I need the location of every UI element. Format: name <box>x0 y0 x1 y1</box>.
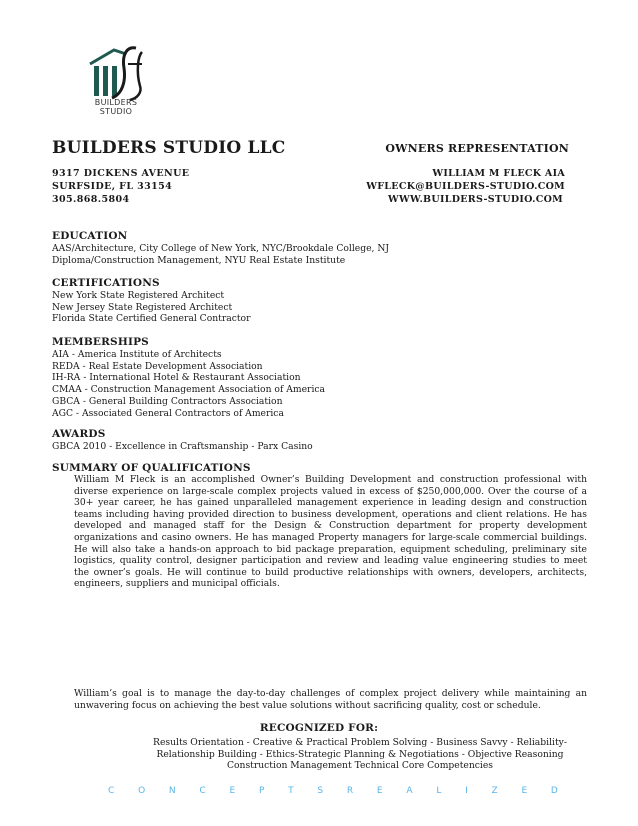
list-item: Diploma/Construction Management, NYU Real Estate Institute <box>52 254 346 266</box>
footer-letter: D <box>550 786 558 796</box>
footer-letter: T <box>288 786 294 796</box>
footer-letter: Z <box>491 786 498 796</box>
contact-block <box>366 167 565 206</box>
logo-line-1: BUILDERS <box>94 98 138 107</box>
section-heading: MEMBERSHIPS <box>52 336 149 348</box>
awards-section <box>52 428 313 453</box>
list-item: GBCA - General Building Contractors Association <box>52 395 283 407</box>
footer-letter: E <box>521 786 528 796</box>
contact-email: WFLECK@BUILDERS-STUDIO.COM <box>366 181 565 192</box>
recognized-list <box>130 737 590 772</box>
list-item: GBCA 2010 - Excellence in Craftsmanship - Parx Casino <box>52 441 313 452</box>
footer-letter: O <box>138 786 146 796</box>
footer-tagline <box>108 786 558 796</box>
footer-letter: E <box>229 786 236 796</box>
footer-letter: S <box>317 786 324 796</box>
list-item: New Jersey State Registered Architect <box>52 301 233 313</box>
address-line: 9317 DICKENS AVENUE <box>52 168 190 179</box>
list-item: IH-RA - International Hotel & Restaurant Association <box>52 372 301 384</box>
recognized-line: Relationship Building - Ethics-Strategic Planning & Negotiations - Objective Reasoning <box>156 748 564 760</box>
summary-paragraph: William’s goal is to manage the day-to-day challenges of complex project delivery while maintaining an unwavering focus on achieving the best value solutions without sacrificing quality, cost or schedule. <box>74 688 587 711</box>
list-item: New York State Registered Architect <box>52 290 225 301</box>
role-title: OWNERS REPRESENTATION <box>385 142 569 155</box>
company-address <box>52 167 189 206</box>
list-item: Florida State Certified General Contractor <box>52 313 251 325</box>
company-name: BUILDERS STUDIO LLC <box>52 138 286 158</box>
footer-letter: L <box>436 786 442 796</box>
footer-letter: A <box>406 786 413 796</box>
contact-website: WWW.BUILDERS-STUDIO.COM <box>388 194 563 205</box>
list-item: AAS/Architecture, City College of New York, NYC/Brookdale College, NJ <box>52 243 390 254</box>
section-heading: AWARDS <box>52 428 106 440</box>
recognized-line: Results Orientation - Creative & Practical Problem Solving - Business Savvy - Reliability- <box>153 737 567 748</box>
certifications-section <box>52 277 250 325</box>
logo-text <box>86 98 146 116</box>
section-heading: CERTIFICATIONS <box>52 277 160 289</box>
list-item: AIA - America Institute of Architects <box>52 349 222 360</box>
address-line: SURFSIDE, FL 33154 <box>52 181 173 192</box>
list-item: AGC - Associated General Contractors of America <box>52 407 284 419</box>
footer-letter: R <box>346 786 354 796</box>
footer-letter: E <box>376 786 383 796</box>
list-item: REDA - Real Estate Development Association <box>52 360 263 372</box>
section-heading: SUMMARY OF QUALIFICATIONS <box>52 462 251 474</box>
phone-number: 305.868.5804 <box>52 194 130 205</box>
recognized-line: Construction Management Technical Core Competencies <box>226 760 494 772</box>
logo-line-2: STUDIO <box>99 107 133 116</box>
summary-paragraph: William M Fleck is an accomplished Owner’s Building Development and construction professional with diverse experience on large-scale complex projects valued in excess of $250,000,000. Over the course of a 30+ year career, he has gained unparalleled management experience in leading design and construction teams including having provided direction to business development, operations and client relations. He has developed and managed staff for the Design & Construction department for property development organizations and casino owners. He has managed Property managers for large-scale commercial buildings. He will also take a hands-on approach to bid package preparation, equipment scheduling, preliminary site logistics, quality control, designer participation and review and leading value engineering studies to meet the owner’s goals. He will continue to build productive relationships with owners, developers, architects, engineers, suppliers and municipal officials. <box>74 474 587 590</box>
section-heading: EDUCATION <box>52 230 128 242</box>
footer-letter: C <box>199 786 206 796</box>
recognized-heading: RECOGNIZED FOR: <box>259 722 379 734</box>
footer-letter: P <box>258 786 265 796</box>
footer-letter: I <box>465 786 468 796</box>
education-section <box>52 230 389 266</box>
list-item: CMAA - Construction Management Association of America <box>52 384 326 396</box>
building-logo-icon <box>84 42 154 102</box>
footer-letter: N <box>168 786 176 796</box>
footer-letter: C <box>108 786 115 796</box>
memberships-section <box>52 336 325 419</box>
contact-name: WILLIAM M FLECK AIA <box>432 168 565 179</box>
